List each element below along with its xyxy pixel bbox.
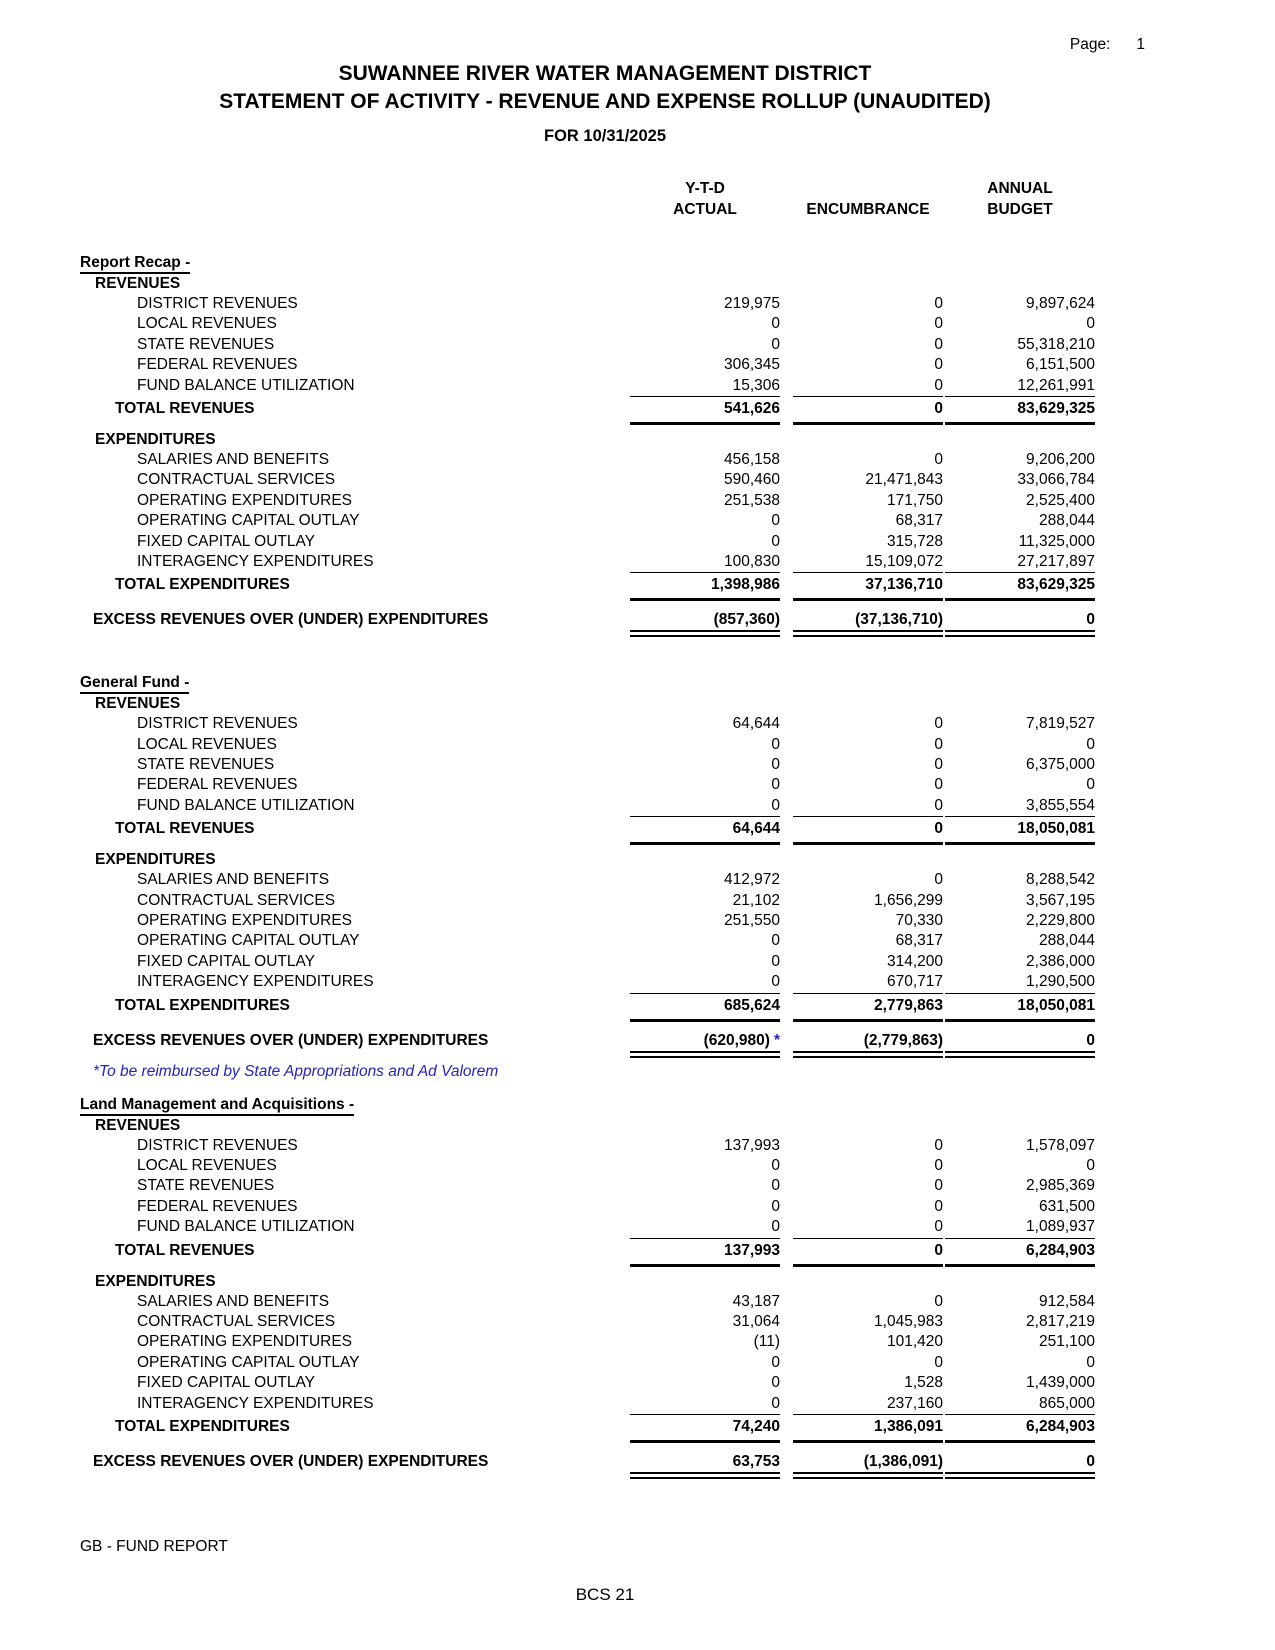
encumbrance-value: 0 (793, 816, 943, 845)
report-title-statement: STATEMENT OF ACTIVITY - REVENUE AND EXPENSE ROLLUP (UNAUDITED) (219, 90, 991, 113)
encumbrance-value: 0 (793, 1217, 943, 1238)
encumbrance-value: 101,420 (886, 1333, 943, 1351)
ytd-actual-value (630, 849, 780, 870)
excess-revenues-row (80, 1031, 1095, 1053)
encumbrance-value (793, 849, 943, 870)
expenditure-line-item-label: OPERATING EXPENDITURES (137, 1333, 353, 1351)
ytd-actual-value: 685,624 (630, 993, 780, 1022)
ytd-actual-value: 43,187 (732, 1292, 780, 1310)
revenue-line-item-label: FEDERAL REVENUES (137, 776, 298, 794)
expenditure-line-item-label: FIXED CAPITAL OUTLAY (137, 1374, 316, 1392)
annual-budget-value: 6,375,000 (1026, 756, 1095, 774)
expenditure-line-item-label: OPERATING EXPENDITURES (137, 912, 353, 930)
expenditure-line-item (80, 491, 1095, 511)
revenue-line-item-label: DISTRICT REVENUES (137, 295, 298, 312)
expenditure-line-item-label: CONTRACTUAL SERVICES (137, 891, 336, 909)
encumbrance-value: 1,528 (904, 1374, 943, 1392)
annual-budget-value: 83,629,325 (945, 396, 1095, 425)
revenue-line-item-label: STATE REVENUES (137, 335, 275, 353)
report-date: FOR 10/31/2025 (544, 127, 666, 145)
revenue-line-item (80, 755, 1095, 775)
encumbrance-value: (1,386,091) (793, 1452, 943, 1474)
ytd-actual-value: 0 (630, 1394, 780, 1415)
ytd-actual-value: (11) (753, 1333, 780, 1351)
encumbrance-value: 0 (934, 1177, 943, 1195)
ytd-actual-value: 137,993 (630, 1238, 780, 1267)
annual-budget-value: 288,044 (1038, 932, 1095, 950)
encumbrance-value: 0 (793, 376, 943, 397)
encumbrance-value: 0 (934, 335, 943, 353)
expenditure-line-item-label: INTERAGENCY EXPENDITURES (137, 973, 374, 991)
annual-budget-value: 251,100 (1038, 1333, 1095, 1351)
section-heading (80, 672, 1095, 693)
expenditure-line-item-label: OPERATING CAPITAL OUTLAY (137, 1353, 360, 1371)
annual-budget-value: 2,525,400 (1026, 491, 1095, 509)
annual-budget-value: 9,206,200 (1026, 450, 1095, 468)
encumbrance-value: 2,779,863 (793, 993, 943, 1022)
encumbrance-value: (2,779,863) (793, 1031, 943, 1053)
ytd-actual-value (630, 1271, 780, 1292)
footer-document-code: BCS 21 (575, 1585, 635, 1604)
ytd-actual-value: 0 (771, 335, 780, 353)
revenue-line-item-label: FUND BALANCE UTILIZATION (137, 1218, 355, 1236)
encumbrance-value: 0 (934, 756, 943, 774)
encumbrance-value: 1,656,299 (874, 891, 943, 909)
encumbrance-value: (37,136,710) (793, 610, 943, 632)
revenue-line-item-label: STATE REVENUES (137, 1177, 275, 1195)
annual-budget-value: 6,151,500 (1026, 356, 1095, 374)
ytd-actual-value (630, 429, 780, 450)
encumbrance-value: 68,317 (895, 512, 943, 530)
ytd-actual-value: 0 (771, 952, 780, 970)
group-label-expenditures (80, 429, 1095, 450)
encumbrance-value: 70,330 (895, 912, 943, 930)
annual-budget-value: 0 (945, 1452, 1095, 1474)
encumbrance-value: 0 (793, 796, 943, 817)
revenue-line-item-label: LOCAL REVENUES (137, 315, 277, 333)
column-header-annual-budget: ANNUAL BUDGET (987, 180, 1053, 218)
expenditure-line-item (80, 1353, 1095, 1373)
expenditure-line-item (80, 931, 1095, 951)
encumbrance-value: 21,471,843 (865, 471, 943, 489)
annual-budget-value: 8,288,542 (1026, 871, 1095, 889)
ytd-actual-value: (857,360) (630, 610, 780, 632)
footnote-asterisk: * (773, 1031, 780, 1049)
expenditure-line-item (80, 1394, 1095, 1414)
total-revenues-row (80, 816, 1095, 842)
ytd-actual-value (630, 1115, 780, 1136)
total-expenditures-row (80, 993, 1095, 1019)
total-expenditures-row-label: TOTAL EXPENDITURES (115, 576, 290, 594)
annual-budget-value: 0 (1086, 735, 1095, 753)
encumbrance-value: 0 (934, 295, 943, 312)
group-label-revenues (80, 1115, 1095, 1136)
total-revenues-row (80, 396, 1095, 422)
revenue-line-item (80, 1136, 1095, 1156)
total-revenues-row-label: TOTAL REVENUES (115, 820, 255, 838)
expenditure-line-item (80, 450, 1095, 470)
section-heading-text: General Fund - (80, 674, 189, 694)
revenue-line-item (80, 355, 1095, 375)
expenditure-line-item (80, 972, 1095, 992)
ytd-actual-value (630, 273, 780, 294)
total-expenditures-row-label: TOTAL EXPENDITURES (115, 1417, 290, 1435)
column-header-encumbrance: ENCUMBRANCE (806, 201, 930, 218)
ytd-actual-value: 590,460 (723, 471, 780, 489)
annual-budget-value: 12,261,991 (945, 376, 1095, 397)
ytd-actual-value: 251,538 (723, 491, 780, 509)
ytd-actual-value: 0 (771, 1353, 780, 1371)
ytd-actual-value: 0 (630, 1217, 780, 1238)
group-label-expenditures-label: EXPENDITURES (95, 1272, 216, 1290)
total-revenues-row (80, 1238, 1095, 1264)
ytd-actual-value: 0 (771, 532, 780, 550)
ytd-actual-value: (620,980) * (630, 1031, 780, 1053)
expenditure-line-item (80, 1292, 1095, 1312)
group-label-expenditures-label: EXPENDITURES (95, 430, 216, 448)
revenue-line-item-label: DISTRICT REVENUES (137, 1136, 298, 1154)
group-label-revenues (80, 273, 1095, 294)
expenditure-line-item (80, 1373, 1095, 1393)
ytd-actual-value: 31,064 (732, 1312, 780, 1330)
section-heading-text: Land Management and Acquisitions - (80, 1096, 354, 1116)
annual-budget-value (945, 273, 1095, 294)
ytd-actual-value (630, 693, 780, 714)
annual-budget-value: 0 (1086, 776, 1095, 794)
ytd-actual-value: 541,626 (630, 396, 780, 425)
ytd-actual-value: 0 (771, 756, 780, 774)
expenditure-line-item (80, 891, 1095, 911)
expenditure-line-item (80, 1332, 1095, 1352)
encumbrance-value: 171,750 (886, 491, 943, 509)
encumbrance-value: 0 (934, 715, 943, 733)
annual-budget-value: 912,584 (1038, 1292, 1095, 1310)
report-body (80, 178, 1095, 1474)
encumbrance-value: 237,160 (793, 1394, 943, 1415)
encumbrance-value: 0 (934, 1156, 943, 1174)
expenditure-line-item (80, 552, 1095, 572)
revenue-line-item-label: LOCAL REVENUES (137, 735, 277, 753)
revenue-line-item (80, 735, 1095, 755)
encumbrance-value (793, 1115, 943, 1136)
annual-budget-value: 1,290,500 (945, 972, 1095, 993)
annual-budget-value: 0 (945, 1031, 1095, 1053)
fund-section (80, 252, 1095, 632)
expenditure-line-item (80, 511, 1095, 531)
annual-budget-value: 6,284,903 (945, 1238, 1095, 1267)
annual-budget-value: 1,439,000 (1026, 1374, 1095, 1392)
annual-budget-value: 3,567,195 (1026, 891, 1095, 909)
annual-budget-value: 9,897,624 (1026, 295, 1095, 312)
encumbrance-value (793, 273, 943, 294)
reimbursement-footnote: *To be reimbursed by State Appropriations and Ad Valorem (93, 1062, 499, 1080)
annual-budget-value: 2,985,369 (1026, 1177, 1095, 1195)
revenue-line-item (80, 714, 1095, 734)
annual-budget-value (945, 693, 1095, 714)
encumbrance-value: 0 (793, 1238, 943, 1267)
annual-budget-value: 0 (1086, 315, 1095, 333)
ytd-actual-value: 0 (771, 1156, 780, 1174)
footer-report-name: GB - FUND REPORT (80, 1538, 228, 1555)
ytd-actual-value: 21,102 (732, 891, 780, 909)
ytd-actual-value: 0 (630, 972, 780, 993)
expenditure-line-item (80, 532, 1095, 552)
ytd-actual-value: 0 (771, 315, 780, 333)
expenditure-line-item-label: SALARIES AND BENEFITS (137, 871, 330, 889)
excess-revenues-row-label: EXCESS REVENUES OVER (UNDER) EXPENDITURES (93, 611, 489, 629)
revenue-line-item-label: STATE REVENUES (137, 756, 275, 774)
expenditure-line-item-label: FIXED CAPITAL OUTLAY (137, 532, 316, 550)
revenue-line-item-label: DISTRICT REVENUES (137, 715, 298, 733)
column-header-ytd-actual: Y-T-D ACTUAL (673, 180, 737, 218)
ytd-actual-value: 64,644 (732, 715, 780, 733)
excess-revenues-row-label: EXCESS REVENUES OVER (UNDER) EXPENDITURES (93, 1031, 489, 1049)
encumbrance-value: 15,109,072 (793, 552, 943, 573)
annual-budget-value: 11,325,000 (1018, 532, 1095, 550)
expenditure-line-item (80, 470, 1095, 490)
encumbrance-value: 0 (934, 356, 943, 374)
annual-budget-value: 0 (1086, 1156, 1095, 1174)
expenditure-line-item-label: INTERAGENCY EXPENDITURES (137, 1394, 374, 1412)
revenue-line-item (80, 1156, 1095, 1176)
expenditure-line-item-label: CONTRACTUAL SERVICES (137, 471, 336, 489)
ytd-actual-value: 0 (771, 1177, 780, 1195)
expenditure-line-item (80, 870, 1095, 890)
revenue-line-item (80, 1197, 1095, 1217)
encumbrance-value: 1,045,983 (874, 1312, 943, 1330)
revenue-line-item (80, 335, 1095, 355)
annual-budget-value: 6,284,903 (945, 1414, 1095, 1443)
report-title-district: SUWANNEE RIVER WATER MANAGEMENT DISTRICT (338, 62, 872, 85)
revenue-line-item (80, 775, 1095, 795)
encumbrance-value (793, 1271, 943, 1292)
expenditure-line-item-label: CONTRACTUAL SERVICES (137, 1312, 336, 1330)
total-expenditures-row (80, 572, 1095, 598)
group-label-expenditures (80, 1271, 1095, 1292)
annual-budget-value: 2,817,219 (1026, 1312, 1095, 1330)
annual-budget-value: 2,229,800 (1026, 912, 1095, 930)
ytd-actual-value: 100,830 (630, 552, 780, 573)
annual-budget-value: 865,000 (945, 1394, 1095, 1415)
annual-budget-value: 288,044 (1038, 512, 1095, 530)
ytd-actual-value: 74,240 (630, 1414, 780, 1443)
revenue-line-item-label: FEDERAL REVENUES (137, 1197, 298, 1215)
ytd-actual-value: 0 (771, 776, 780, 794)
annual-budget-value: 7,819,527 (1026, 715, 1095, 733)
ytd-actual-value: 64,644 (630, 816, 780, 845)
fund-section (80, 1094, 1095, 1474)
ytd-actual-value: 0 (771, 1197, 780, 1215)
group-label-expenditures-label: EXPENDITURES (95, 851, 216, 869)
revenue-line-item (80, 1176, 1095, 1196)
expenditure-line-item-label: INTERAGENCY EXPENDITURES (137, 552, 374, 570)
encumbrance-value: 670,717 (793, 972, 943, 993)
expenditure-line-item (80, 911, 1095, 931)
annual-budget-value: 631,500 (1038, 1197, 1095, 1215)
encumbrance-value: 0 (934, 315, 943, 333)
revenue-line-item-label: FEDERAL REVENUES (137, 356, 298, 374)
encumbrance-value: 0 (934, 450, 943, 468)
encumbrance-value: 0 (934, 776, 943, 794)
encumbrance-value: 0 (934, 871, 943, 889)
encumbrance-value: 0 (934, 735, 943, 753)
annual-budget-value: 0 (1086, 1353, 1095, 1371)
revenue-line-item-label: FUND BALANCE UTILIZATION (137, 796, 355, 814)
expenditure-line-item-label: SALARIES AND BENEFITS (137, 450, 330, 468)
expenditure-line-item (80, 1312, 1095, 1332)
encumbrance-value: 37,136,710 (793, 572, 943, 601)
revenue-line-item (80, 314, 1095, 334)
section-heading-text: Report Recap - (80, 254, 190, 274)
encumbrance-value: 0 (934, 1197, 943, 1215)
revenue-line-item-label: LOCAL REVENUES (137, 1156, 277, 1174)
group-label-revenues-label: REVENUES (95, 1116, 181, 1134)
annual-budget-value: 0 (945, 610, 1095, 632)
expenditure-line-item-label: OPERATING CAPITAL OUTLAY (137, 512, 360, 530)
ytd-actual-value: 251,550 (723, 912, 780, 930)
revenue-line-item (80, 376, 1095, 396)
encumbrance-value: 68,317 (895, 932, 943, 950)
encumbrance-value: 1,386,091 (793, 1414, 943, 1443)
fund-sections (80, 252, 1095, 1474)
annual-budget-value: 2,386,000 (1026, 952, 1095, 970)
annual-budget-value: 18,050,081 (945, 816, 1095, 845)
encumbrance-value: 0 (934, 1292, 943, 1310)
expenditure-line-item (80, 952, 1095, 972)
ytd-actual-value: 0 (771, 512, 780, 530)
ytd-actual-value: 0 (771, 1374, 780, 1392)
annual-budget-value (945, 849, 1095, 870)
excess-revenues-row (80, 1452, 1095, 1474)
expenditure-line-item-label: OPERATING CAPITAL OUTLAY (137, 932, 360, 950)
annual-budget-value: 1,089,937 (945, 1217, 1095, 1238)
annual-budget-value: 83,629,325 (945, 572, 1095, 601)
group-label-revenues-label: REVENUES (95, 275, 181, 292)
report-header (0, 0, 1275, 148)
ytd-actual-value: 219,975 (723, 295, 780, 312)
page-label: Page: (1069, 36, 1111, 53)
total-revenues-row-label: TOTAL REVENUES (115, 1241, 255, 1259)
ytd-actual-value: 0 (771, 735, 780, 753)
expenditure-line-item-label: OPERATING EXPENDITURES (137, 491, 353, 509)
encumbrance-value: 0 (793, 396, 943, 425)
annual-budget-value (945, 429, 1095, 450)
ytd-actual-value: 0 (630, 796, 780, 817)
ytd-actual-value: 0 (771, 932, 780, 950)
ytd-actual-value: 63,753 (630, 1452, 780, 1474)
total-expenditures-row-label: TOTAL EXPENDITURES (115, 996, 290, 1014)
revenue-line-item (80, 796, 1095, 816)
total-expenditures-row (80, 1414, 1095, 1440)
encumbrance-value: 0 (934, 1353, 943, 1371)
group-label-revenues (80, 693, 1095, 714)
revenue-line-item (80, 1217, 1095, 1237)
revenue-line-item-label: FUND BALANCE UTILIZATION (137, 376, 355, 394)
annual-budget-value: 33,066,784 (1017, 471, 1095, 489)
encumbrance-value (793, 693, 943, 714)
ytd-actual-value: 412,972 (723, 871, 780, 889)
annual-budget-value (945, 1115, 1095, 1136)
group-label-revenues-label: REVENUES (95, 695, 181, 713)
annual-budget-value: 1,578,097 (1026, 1136, 1095, 1154)
ytd-actual-value: 137,993 (723, 1136, 780, 1154)
annual-budget-value: 3,855,554 (945, 796, 1095, 817)
section-heading (80, 252, 1095, 273)
encumbrance-value: 0 (934, 1136, 943, 1154)
expenditure-line-item-label: SALARIES AND BENEFITS (137, 1292, 330, 1310)
ytd-actual-value: 15,306 (630, 376, 780, 397)
page-number: 1 (1136, 36, 1145, 53)
column-headers (80, 178, 1095, 220)
excess-revenues-row-label: EXCESS REVENUES OVER (UNDER) EXPENDITURES (93, 1452, 489, 1470)
ytd-actual-value: 1,398,986 (630, 572, 780, 601)
page-number-indicator (1070, 36, 1145, 54)
revenue-line-item (80, 294, 1095, 314)
total-revenues-row-label: TOTAL REVENUES (115, 399, 255, 417)
encumbrance-value: 315,728 (886, 532, 943, 550)
encumbrance-value (793, 429, 943, 450)
excess-revenues-row (80, 610, 1095, 632)
section-heading (80, 1094, 1095, 1115)
ytd-actual-value: 306,345 (723, 356, 780, 374)
encumbrance-value: 314,200 (886, 952, 943, 970)
ytd-actual-value: 456,158 (723, 450, 780, 468)
annual-budget-value: 18,050,081 (945, 993, 1095, 1022)
expenditure-line-item-label: FIXED CAPITAL OUTLAY (137, 952, 316, 970)
annual-budget-value (945, 1271, 1095, 1292)
annual-budget-value: 27,217,897 (945, 552, 1095, 573)
fund-section (80, 672, 1095, 1081)
annual-budget-value: 55,318,210 (1017, 335, 1095, 353)
group-label-expenditures (80, 849, 1095, 870)
